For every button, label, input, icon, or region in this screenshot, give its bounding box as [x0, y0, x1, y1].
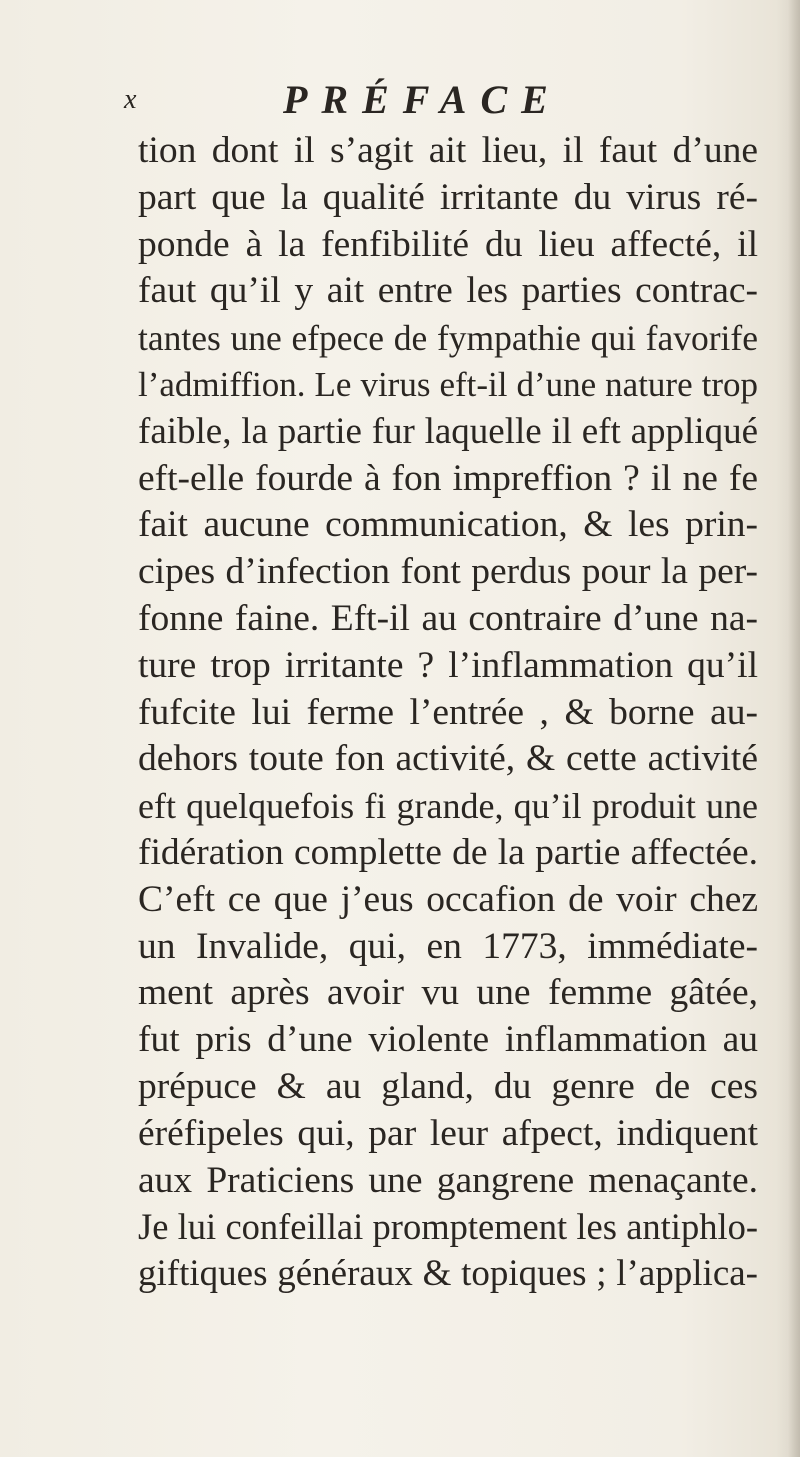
text-line: fufcite lui ferme l’entrée , & borne au-	[138, 691, 758, 733]
text-line: part que la qualité irritante du virus ré-	[138, 176, 758, 218]
text-line: fut pris d’une violente inflammation au	[138, 1019, 758, 1061]
text-line: éréfipeles qui, par leur afpect, indiquent	[138, 1112, 758, 1154]
text-line: tion dont il s’agit ait lieu, il faut d’une	[138, 130, 758, 171]
text-line: ment après avoir vu une femme gâtée,	[138, 972, 758, 1014]
text-line: dehors toute fon activité, & cette activité	[138, 738, 758, 780]
text-line: eft quelquefois fi grande, qu’il produit une	[138, 786, 758, 827]
text-line: fait aucune communication, & les prin-	[138, 504, 758, 546]
text-line: prépuce & au gland, du genre de ces	[138, 1065, 758, 1107]
text-line: eft-elle fourde à fon impreffion ? il ne fe	[138, 457, 758, 499]
text-line: ponde à la fenfibilité du lieu affecté, il	[138, 223, 758, 265]
text-line: cipes d’infection font perdus pour la per-	[138, 551, 758, 593]
page-header	[0, 76, 800, 126]
text-line: faut qu’il y ait entre les parties contrac-	[138, 270, 758, 312]
text-line: tantes une efpece de fympathie qui favorife	[138, 318, 758, 359]
text-line: fidération complette de la partie affectée.	[138, 831, 758, 873]
text-line: C’eft ce que j’eus occafion de voir chez	[138, 878, 758, 920]
text-line: giftiques généraux & topiques ; l’applica-	[138, 1253, 758, 1295]
text-line: un Invalide, qui, en 1773, immédiate-	[138, 925, 758, 967]
text-line: fonne faine. Eft-il au contraire d’une na-	[138, 597, 758, 639]
page-edge-shadow	[788, 0, 800, 1457]
running-title: PRÉFACE	[283, 77, 562, 122]
body-text	[138, 128, 758, 1298]
text-line: ture trop irritante ? l’inflammation qu’il	[138, 644, 758, 686]
text-line: faible, la partie fur laquelle il eft appliqué	[138, 410, 758, 452]
text-line: aux Praticiens une gangrene menaçante.	[138, 1159, 758, 1201]
text-line: l’admiffion. Le virus eft-il d’une nature trop	[138, 364, 758, 404]
page-number: x	[124, 84, 138, 115]
text-line: Je lui confeillai promptement les antiphlo-	[138, 1206, 758, 1248]
